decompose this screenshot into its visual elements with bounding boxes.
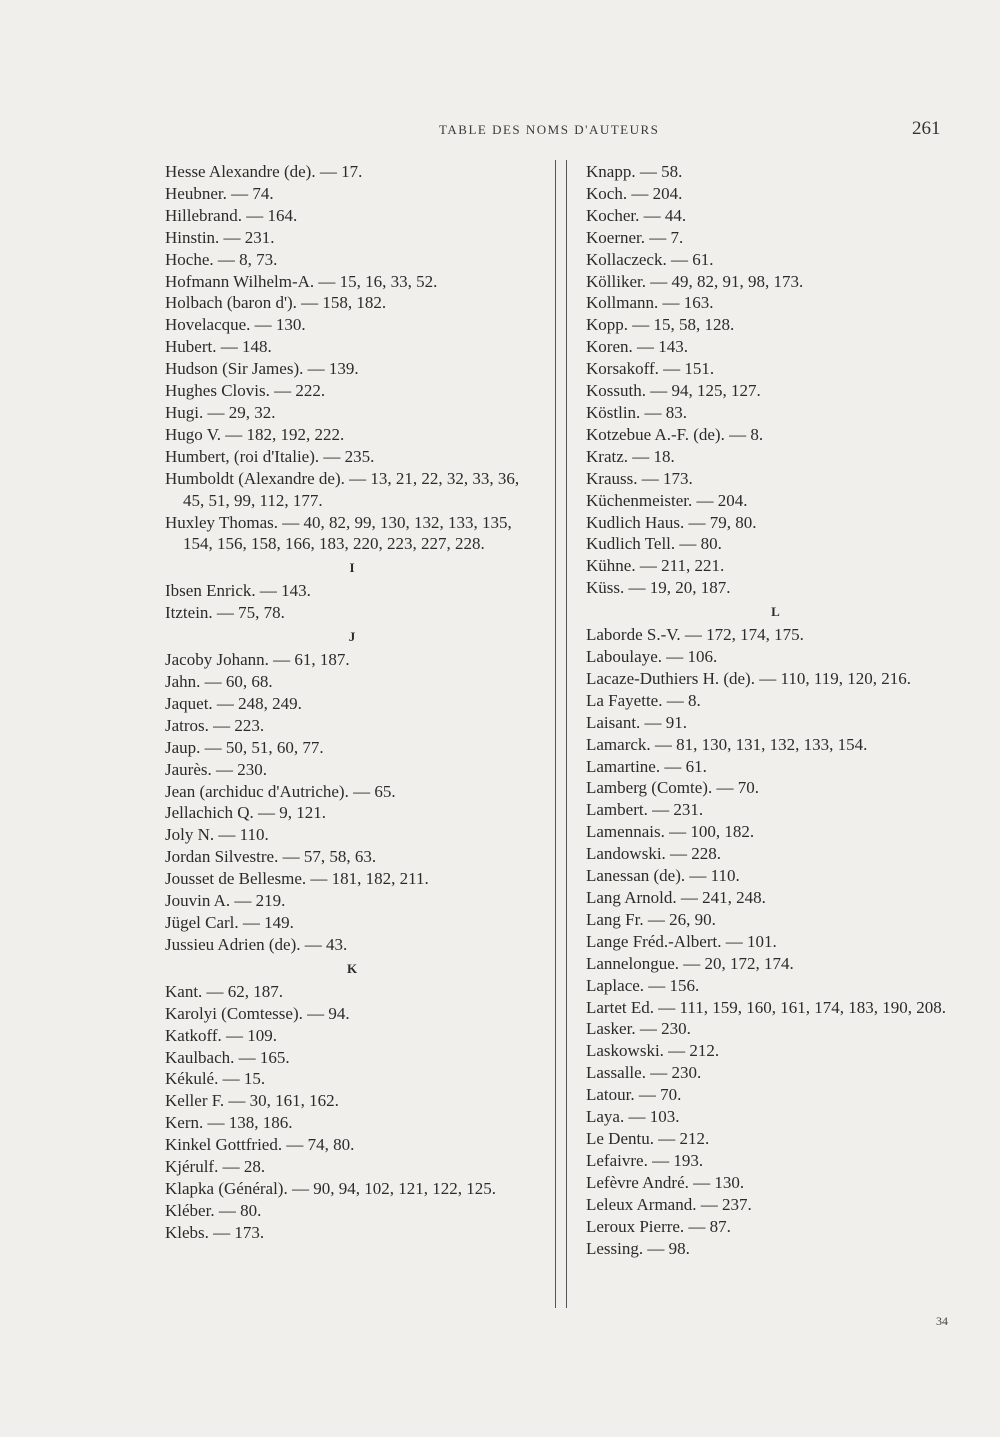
index-entry: Leroux Pierre. — 87. bbox=[586, 1216, 731, 1236]
index-entry: Kinkel Gottfried. — 74, 80. bbox=[165, 1135, 355, 1155]
index-entry: Lacaze-Duthiers H. (de). — 110, 119, 120, 216. bbox=[586, 668, 911, 688]
section-letter: K bbox=[346, 960, 359, 976]
index-entry: Lamberg (Comte). — 70. bbox=[586, 778, 759, 798]
index-entry: Kaulbach. — 165. bbox=[165, 1047, 290, 1067]
index-entry: Hofmann Wilhelm-A. — 15, 16, 33, 52. bbox=[165, 271, 438, 291]
page-number: 261 bbox=[912, 118, 941, 139]
index-entry: Jacoby Johann. — 61, 187. bbox=[165, 650, 350, 670]
index-entry: Küss. — 19, 20, 187. bbox=[586, 578, 731, 598]
index-entry: Kudlich Haus. — 79, 80. bbox=[586, 512, 757, 532]
index-entry: Lefèvre André. — 130. bbox=[586, 1172, 745, 1192]
running-title: TABLE DES NOMS D'AUTEURS bbox=[439, 122, 660, 137]
index-entry: Latour. — 70. bbox=[586, 1085, 682, 1105]
index-entry: Lannelongue. — 20, 172, 174. bbox=[586, 953, 794, 973]
section-letter: J bbox=[348, 629, 357, 645]
index-entry: Lanessan (de). — 110. bbox=[586, 866, 740, 886]
index-entry: Kopp. — 15, 58, 128. bbox=[586, 315, 735, 335]
index-entry: Hudson (Sir James). — 139. bbox=[165, 359, 359, 379]
index-entry: Klebs. — 173. bbox=[165, 1222, 265, 1242]
index-entry: Humbert, (roi d'Italie). — 235. bbox=[165, 446, 375, 466]
index-entry: Hoche. — 8, 73. bbox=[165, 249, 278, 269]
index-entry: La Fayette. — 8. bbox=[586, 690, 701, 710]
index-entry: Jaup. — 50, 51, 60, 77. bbox=[165, 737, 324, 757]
index-entry: Krauss. — 173. bbox=[586, 468, 693, 488]
index-entry: Lasker. — 230. bbox=[586, 1019, 691, 1039]
index-entry: Lartet Ed. — 111, 159, 160, 161, 174, 183, 190, 208. bbox=[586, 997, 946, 1017]
index-entry: Klapka (Général). — 90, 94, 102, 121, 122, 125. bbox=[165, 1178, 496, 1198]
index-entry: Kollaczeck. — 61. bbox=[586, 249, 714, 269]
index-entry: Humboldt (Alexandre de). — 13, 21, 22, 32, 33, 36, 45, 51, 99, 112, 177. bbox=[165, 468, 520, 510]
index-entry: Lange Fréd.-Albert. — 101. bbox=[586, 931, 777, 951]
signature-mark: 34 bbox=[936, 1314, 948, 1328]
index-entry: Holbach (baron d'). — 158, 182. bbox=[165, 293, 387, 313]
index-entry: Jussieu Adrien (de). — 43. bbox=[165, 934, 348, 954]
index-entry: Landowski. — 228. bbox=[586, 844, 722, 864]
index-entry: Hughes Clovis. — 222. bbox=[165, 381, 326, 401]
index-entry: Kern. — 138, 186. bbox=[165, 1113, 293, 1133]
index-entry: Jatros. — 223. bbox=[165, 715, 265, 735]
index-entry: Heubner. — 74. bbox=[165, 183, 274, 203]
index-entry: Kratz. — 18. bbox=[586, 446, 675, 466]
index-entry: Joly N. — 110. bbox=[165, 825, 269, 845]
index-entry: Hesse Alexandre (de). — 17. bbox=[165, 162, 363, 181]
index-entry: Kudlich Tell. — 80. bbox=[586, 534, 722, 554]
column-divider-right bbox=[566, 160, 567, 1308]
index-entry: Ibsen Enrick. — 143. bbox=[165, 581, 311, 601]
index-entry: Katkoff. — 109. bbox=[165, 1025, 278, 1045]
index-entry: Itztein. — 75, 78. bbox=[165, 603, 285, 623]
index-entry: Leleux Armand. — 237. bbox=[586, 1194, 752, 1214]
index-entry: Lamarck. — 81, 130, 131, 132, 133, 154. bbox=[586, 734, 868, 754]
index-entry: Kléber. — 80. bbox=[165, 1200, 262, 1220]
index-entry: Jean (archiduc d'Autriche). — 65. bbox=[165, 781, 396, 801]
index-entry: Lambert. — 231. bbox=[586, 800, 704, 820]
index-column-right bbox=[586, 161, 966, 1259]
index-entry: Koren. — 143. bbox=[586, 337, 688, 357]
index-column-left bbox=[165, 161, 540, 1244]
index-entry: Küchenmeister. — 204. bbox=[586, 490, 748, 510]
index-entry: Kühne. — 211, 221. bbox=[586, 556, 725, 576]
index-entry: Kollmann. — 163. bbox=[586, 293, 714, 313]
index-entry: Jellachich Q. — 9, 121. bbox=[165, 803, 326, 823]
index-entry: Kossuth. — 94, 125, 127. bbox=[586, 381, 761, 401]
index-entry: Jouvin A. — 219. bbox=[165, 891, 286, 911]
index-entry: Laisant. — 91. bbox=[586, 712, 688, 732]
page-header bbox=[0, 118, 1000, 142]
index-entry: Lamennais. — 100, 182. bbox=[586, 822, 755, 842]
index-entry: Korsakoff. — 151. bbox=[586, 359, 715, 379]
column-divider-left bbox=[555, 160, 556, 1308]
index-entry: Kotzebue A.-F. (de). — 8. bbox=[586, 424, 764, 444]
index-entry: Koch. — 204. bbox=[586, 183, 683, 203]
index-entry: Lefaivre. — 193. bbox=[586, 1150, 704, 1170]
section-letter: I bbox=[349, 560, 356, 576]
index-entry: Jahn. — 60, 68. bbox=[165, 672, 273, 692]
index-entry: Köstlin. — 83. bbox=[586, 402, 688, 422]
index-entry: Le Dentu. — 212. bbox=[586, 1128, 710, 1148]
index-entry: Laplace. — 156. bbox=[586, 975, 700, 995]
index-entry: Jousset de Bellesme. — 181, 182, 211. bbox=[165, 869, 429, 889]
index-entry: Jaurès. — 230. bbox=[165, 759, 267, 779]
index-entry: Huxley Thomas. — 40, 82, 99, 130, 132, 133, 135, 154, 156, 158, 166, 183, 220, 223, 227, 228. bbox=[165, 512, 512, 554]
index-entry: Jaquet. — 248, 249. bbox=[165, 693, 302, 713]
index-entry: Kölliker. — 49, 82, 91, 98, 173. bbox=[586, 271, 804, 291]
index-entry: Hinstin. — 231. bbox=[165, 227, 275, 247]
index-entry: Lessing. — 98. bbox=[586, 1238, 690, 1258]
index-entry: Hillebrand. — 164. bbox=[165, 205, 298, 225]
index-entry: Lang Arnold. — 241, 248. bbox=[586, 888, 766, 907]
index-entry: Hugi. — 29, 32. bbox=[165, 402, 276, 422]
index-entry: Kjérulf. — 28. bbox=[165, 1157, 266, 1177]
index-entry: Laborde S.-V. — 172, 174, 175. bbox=[586, 625, 804, 645]
index-entry: Laya. — 103. bbox=[586, 1107, 680, 1127]
index-entry: Jügel Carl. — 149. bbox=[165, 913, 294, 932]
index-entry: Kocher. — 44. bbox=[586, 205, 687, 225]
index-entry: Lassalle. — 230. bbox=[586, 1063, 702, 1083]
index-entry: Laboulaye. — 106. bbox=[586, 647, 718, 667]
index-entry: Koerner. — 7. bbox=[586, 227, 684, 247]
index-entry: Kant. — 62, 187. bbox=[165, 981, 284, 1001]
index-entry: Kékulé. — 15. bbox=[165, 1069, 266, 1089]
index-entry: Lang Fr. — 26, 90. bbox=[586, 909, 716, 929]
index-entry: Hovelacque. — 130. bbox=[165, 315, 306, 335]
section-letter: L bbox=[771, 604, 781, 620]
index-entry: Lamartine. — 61. bbox=[586, 756, 707, 776]
index-entry: Hubert. — 148. bbox=[165, 337, 272, 357]
index-entry: Hugo V. — 182, 192, 222. bbox=[165, 424, 345, 444]
index-entry: Laskowski. — 212. bbox=[586, 1041, 720, 1061]
index-entry: Keller F. — 30, 161, 162. bbox=[165, 1091, 339, 1111]
index-entry: Knapp. — 58. bbox=[586, 162, 683, 181]
index-entry: Jordan Silvestre. — 57, 58, 63. bbox=[165, 847, 377, 867]
index-entry: Karolyi (Comtesse). — 94. bbox=[165, 1003, 350, 1023]
